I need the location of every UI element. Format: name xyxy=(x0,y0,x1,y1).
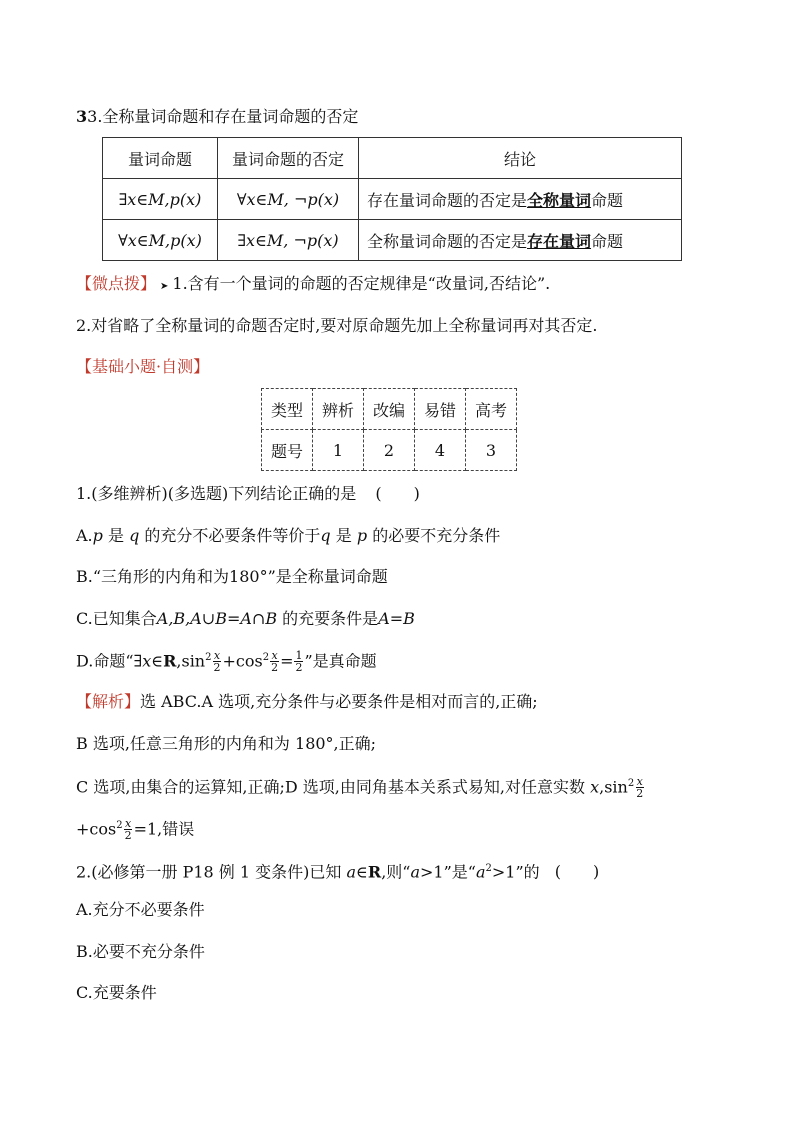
table-cell: 题号 xyxy=(262,430,313,471)
table-cell: 2 xyxy=(364,430,415,471)
analysis-line-3: C 选项,由集合的运算知,正确;D 选项,由同角基本关系式易知,对任意实数 $x,\sin^2$ $\frac{x}{2}$ xyxy=(76,775,644,801)
conclusion-keyword: 存在量词 xyxy=(527,231,592,251)
question-1-text: 1.(多维辨析)(多选题)下列结论正确的是 xyxy=(76,484,357,503)
table-row xyxy=(262,430,517,471)
table-header-cell: 结论 xyxy=(359,138,682,179)
question-2-option-c: C.充要条件 xyxy=(76,983,157,1002)
table-cell: 3 xyxy=(466,430,517,471)
analysis-label: 【解析】 xyxy=(76,692,141,711)
fraction: $\frac{x}{2}$ xyxy=(124,817,132,843)
table-cell: 易错 xyxy=(415,389,466,430)
question-1-option-c: C.已知集合A,B,A∪B=A∩B 的充要条件是A=B xyxy=(76,609,415,628)
table-cell-conclusion xyxy=(359,220,682,261)
quantifier-negation-table xyxy=(102,137,682,261)
analysis-line-4: $+\cos^2$ $\frac{x}{2}$ =1,错误 xyxy=(76,817,195,843)
table-row xyxy=(103,220,682,261)
table-cell: 4 xyxy=(415,430,466,471)
table-cell: 辨析 xyxy=(313,389,364,430)
section3-title: 33.全称量词命题和存在量词命题的否定 xyxy=(76,107,359,126)
conclusion-text: 存在量词命题的否定是 xyxy=(367,190,528,210)
conclusion-text: 命题 xyxy=(591,231,624,251)
table-header-cell: 量词命题 xyxy=(103,138,218,179)
analysis-line-2: B 选项,任意三角形的内角和为 180°,正确; xyxy=(76,734,377,753)
fraction: $\frac{1}{2}$ xyxy=(295,649,303,675)
basic-test-label: 【基础小题·自测】 xyxy=(76,357,210,376)
tip-point-1 xyxy=(76,273,550,298)
table-cell: 高考 xyxy=(466,389,517,430)
table-header-row xyxy=(103,138,682,179)
table-cell-negation: ∀x∈M, ¬p(x) xyxy=(218,179,359,220)
table-header-cell: 量词命题的否定 xyxy=(218,138,359,179)
table-cell: 改编 xyxy=(364,389,415,430)
conclusion-text: 全称量词命题的否定是 xyxy=(367,231,528,251)
conclusion-text: 命题 xyxy=(591,190,624,210)
table-cell: 1 xyxy=(313,430,364,471)
table-cell-conclusion xyxy=(359,179,682,220)
analysis-line-1: 【解析】选 ABC.A 选项,充分条件与必要条件是相对而言的,正确; xyxy=(76,692,538,711)
basic-test-table xyxy=(261,388,517,471)
table-row xyxy=(262,389,517,430)
tip-point-1-text: 1.含有一个量词的命题的否定规律是“改量词,否结论”. xyxy=(172,274,551,293)
section3-title-text: 3.全称量词命题和存在量词命题的否定 xyxy=(87,107,359,126)
table-cell-negation: ∃x∈M, ¬p(x) xyxy=(218,220,359,261)
fraction: $\frac{x}{2}$ xyxy=(636,775,644,801)
arrow-right-icon: ➤ xyxy=(160,281,169,292)
fraction: $\frac{x}{2}$ xyxy=(213,649,221,675)
tip-point-2: 2.对省略了全称量词的命题否定时,要对原命题先加上全称量词再对其否定. xyxy=(76,316,598,335)
answer-blank: ( ) xyxy=(554,862,600,882)
table-cell-proposition: ∃x∈M,p(x) xyxy=(103,179,218,220)
table-row xyxy=(103,179,682,220)
tip-label: 【微点拨】 xyxy=(76,274,157,293)
answer-blank: ( ) xyxy=(375,484,420,503)
question-1-stem xyxy=(76,483,420,505)
conclusion-keyword: 全称量词 xyxy=(527,190,592,210)
question-1-option-b: B.“三角形的内角和为180°”是全称量词命题 xyxy=(76,567,388,586)
question-2-option-b: B.必要不充分条件 xyxy=(76,942,205,961)
question-2-option-a: A.充分不必要条件 xyxy=(76,900,205,919)
table-cell: 类型 xyxy=(262,389,313,430)
fraction: $\frac{x}{2}$ xyxy=(271,649,279,675)
question-1-option-d: D.命题“$\exists x\in R,\sin^2$ $\frac{x}{2}$ $+\cos^2$ $\frac{x}{2}$ = $\frac{1}{2}$ ”是真命题 xyxy=(76,649,377,675)
question-2-stem: 2.(必修第一册 P18 例 1 变条件)已知 a∈R,则“a>1”是“$a^2>1$”的 ( ) xyxy=(76,862,600,882)
table-cell-proposition: ∀x∈M,p(x) xyxy=(103,220,218,261)
question-1-option-a: A.p 是 q 的充分不必要条件等价于q 是 p 的必要不充分条件 xyxy=(76,526,501,545)
